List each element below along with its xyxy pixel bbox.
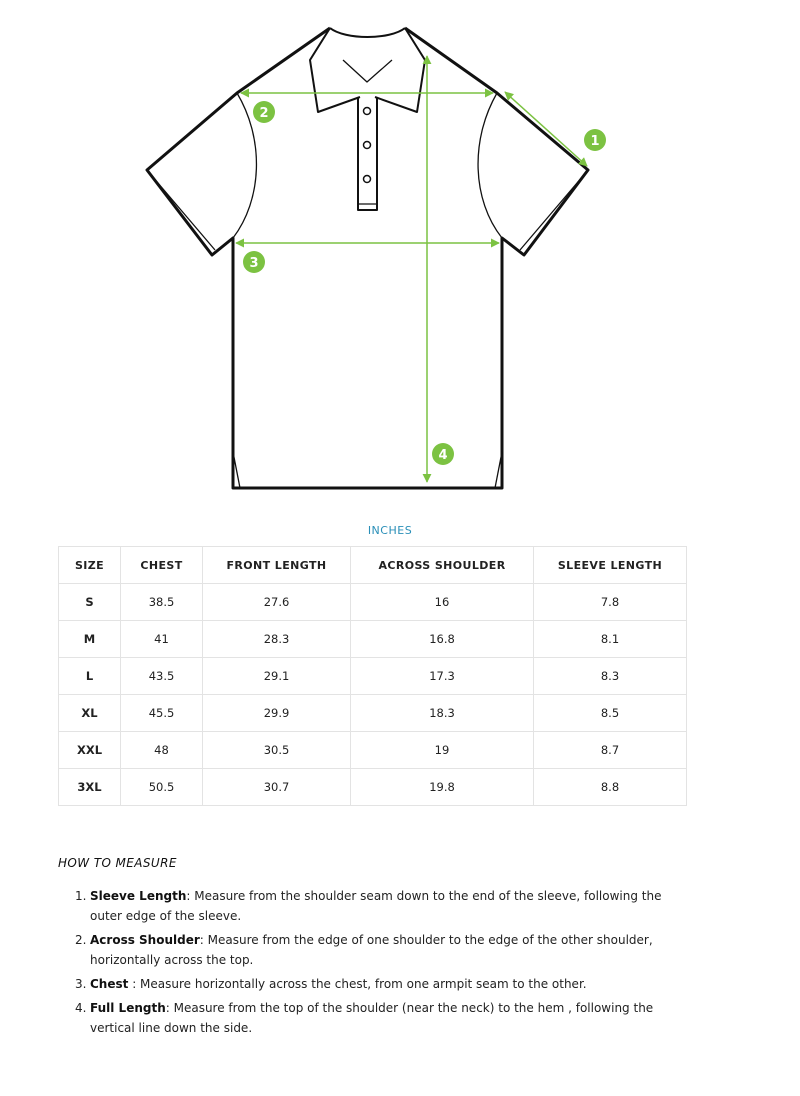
button-3 xyxy=(364,176,371,183)
measurement-lines xyxy=(236,56,587,482)
table-row xyxy=(59,621,687,658)
size-cell: S xyxy=(59,584,121,621)
step-term: Full Length xyxy=(90,1001,166,1015)
marker-4-label: 4 xyxy=(438,448,448,463)
list-item xyxy=(75,930,680,970)
table-row xyxy=(59,732,687,769)
markers xyxy=(243,101,606,465)
across-shoulder-cell: 16 xyxy=(351,584,534,621)
chest-cell: 43.5 xyxy=(121,658,203,695)
front-length-cell: 30.5 xyxy=(203,732,351,769)
marker-2 xyxy=(253,101,275,123)
header-sleeve-length: SLEEVE LENGTH xyxy=(534,547,687,584)
front-length-cell: 29.9 xyxy=(203,695,351,732)
front-length-cell: 29.1 xyxy=(203,658,351,695)
chest-cell: 50.5 xyxy=(121,769,203,806)
table-header-row xyxy=(59,547,687,584)
chest-cell: 41 xyxy=(121,621,203,658)
sleeve-length-cell: 8.1 xyxy=(534,621,687,658)
polo-shirt-diagram xyxy=(0,0,800,520)
size-cell: 3XL xyxy=(59,769,121,806)
unit-label: INCHES xyxy=(367,524,413,537)
across-shoulder-cell: 19.8 xyxy=(351,769,534,806)
step-term: Across Shoulder xyxy=(90,933,200,947)
how-to-measure-title: HOW TO MEASURE xyxy=(58,856,177,870)
marker-1 xyxy=(584,129,606,151)
front-length-cell: 27.6 xyxy=(203,584,351,621)
table-row xyxy=(59,769,687,806)
step-term: Sleeve Length xyxy=(90,889,187,903)
chest-cell: 38.5 xyxy=(121,584,203,621)
across-shoulder-cell: 18.3 xyxy=(351,695,534,732)
buttons xyxy=(364,108,371,183)
header-across-shoulder: ACROSS SHOULDER xyxy=(351,547,534,584)
list-item xyxy=(75,886,680,926)
sleeve-length-cell: 7.8 xyxy=(534,584,687,621)
size-cell: L xyxy=(59,658,121,695)
list-item xyxy=(75,998,680,1038)
sleeve-length-cell: 8.7 xyxy=(534,732,687,769)
step-text: : Measure from the edge of one shoulder to the edge of the other shoulder, horizontally across the top. xyxy=(90,933,653,967)
chest-cell: 45.5 xyxy=(121,695,203,732)
across-shoulder-cell: 17.3 xyxy=(351,658,534,695)
marker-4 xyxy=(432,443,454,465)
table-row xyxy=(59,695,687,732)
step-text: : Measure from the top of the shoulder (near the neck) to the hem , following the vertical line down the side. xyxy=(90,1001,654,1035)
size-cell: XL xyxy=(59,695,121,732)
marker-2-label: 2 xyxy=(259,106,269,121)
button-2 xyxy=(364,142,371,149)
header-chest: CHEST xyxy=(121,547,203,584)
sleeve-length-line xyxy=(505,92,587,166)
step-number: 2. xyxy=(75,933,87,947)
size-cell: XXL xyxy=(59,732,121,769)
step-term: Chest xyxy=(90,977,129,991)
step-number: 1. xyxy=(75,889,87,903)
marker-3-label: 3 xyxy=(249,256,259,271)
front-length-cell: 28.3 xyxy=(203,621,351,658)
step-text: : Measure horizontally across the chest, from one armpit seam to the other. xyxy=(128,977,587,991)
marker-3 xyxy=(243,251,265,273)
size-cell: M xyxy=(59,621,121,658)
sleeve-length-cell: 8.3 xyxy=(534,658,687,695)
step-number: 3. xyxy=(75,977,87,991)
measure-steps-list xyxy=(75,886,680,1042)
sleeve-length-cell: 8.8 xyxy=(534,769,687,806)
step-number: 4. xyxy=(75,1001,87,1015)
table-row xyxy=(59,584,687,621)
size-chart-table xyxy=(58,546,687,806)
list-item xyxy=(75,974,680,994)
across-shoulder-cell: 16.8 xyxy=(351,621,534,658)
header-size: SIZE xyxy=(59,547,121,584)
across-shoulder-cell: 19 xyxy=(351,732,534,769)
header-front-length: FRONT LENGTH xyxy=(203,547,351,584)
shirt-outline xyxy=(147,28,588,488)
front-length-cell: 30.7 xyxy=(203,769,351,806)
table-row xyxy=(59,658,687,695)
button-1 xyxy=(364,108,371,115)
chest-cell: 48 xyxy=(121,732,203,769)
marker-1-label: 1 xyxy=(590,134,600,149)
sleeve-length-cell: 8.5 xyxy=(534,695,687,732)
step-text: : Measure from the shoulder seam down to the end of the sleeve, following the outer edge of the sleeve. xyxy=(90,889,662,923)
